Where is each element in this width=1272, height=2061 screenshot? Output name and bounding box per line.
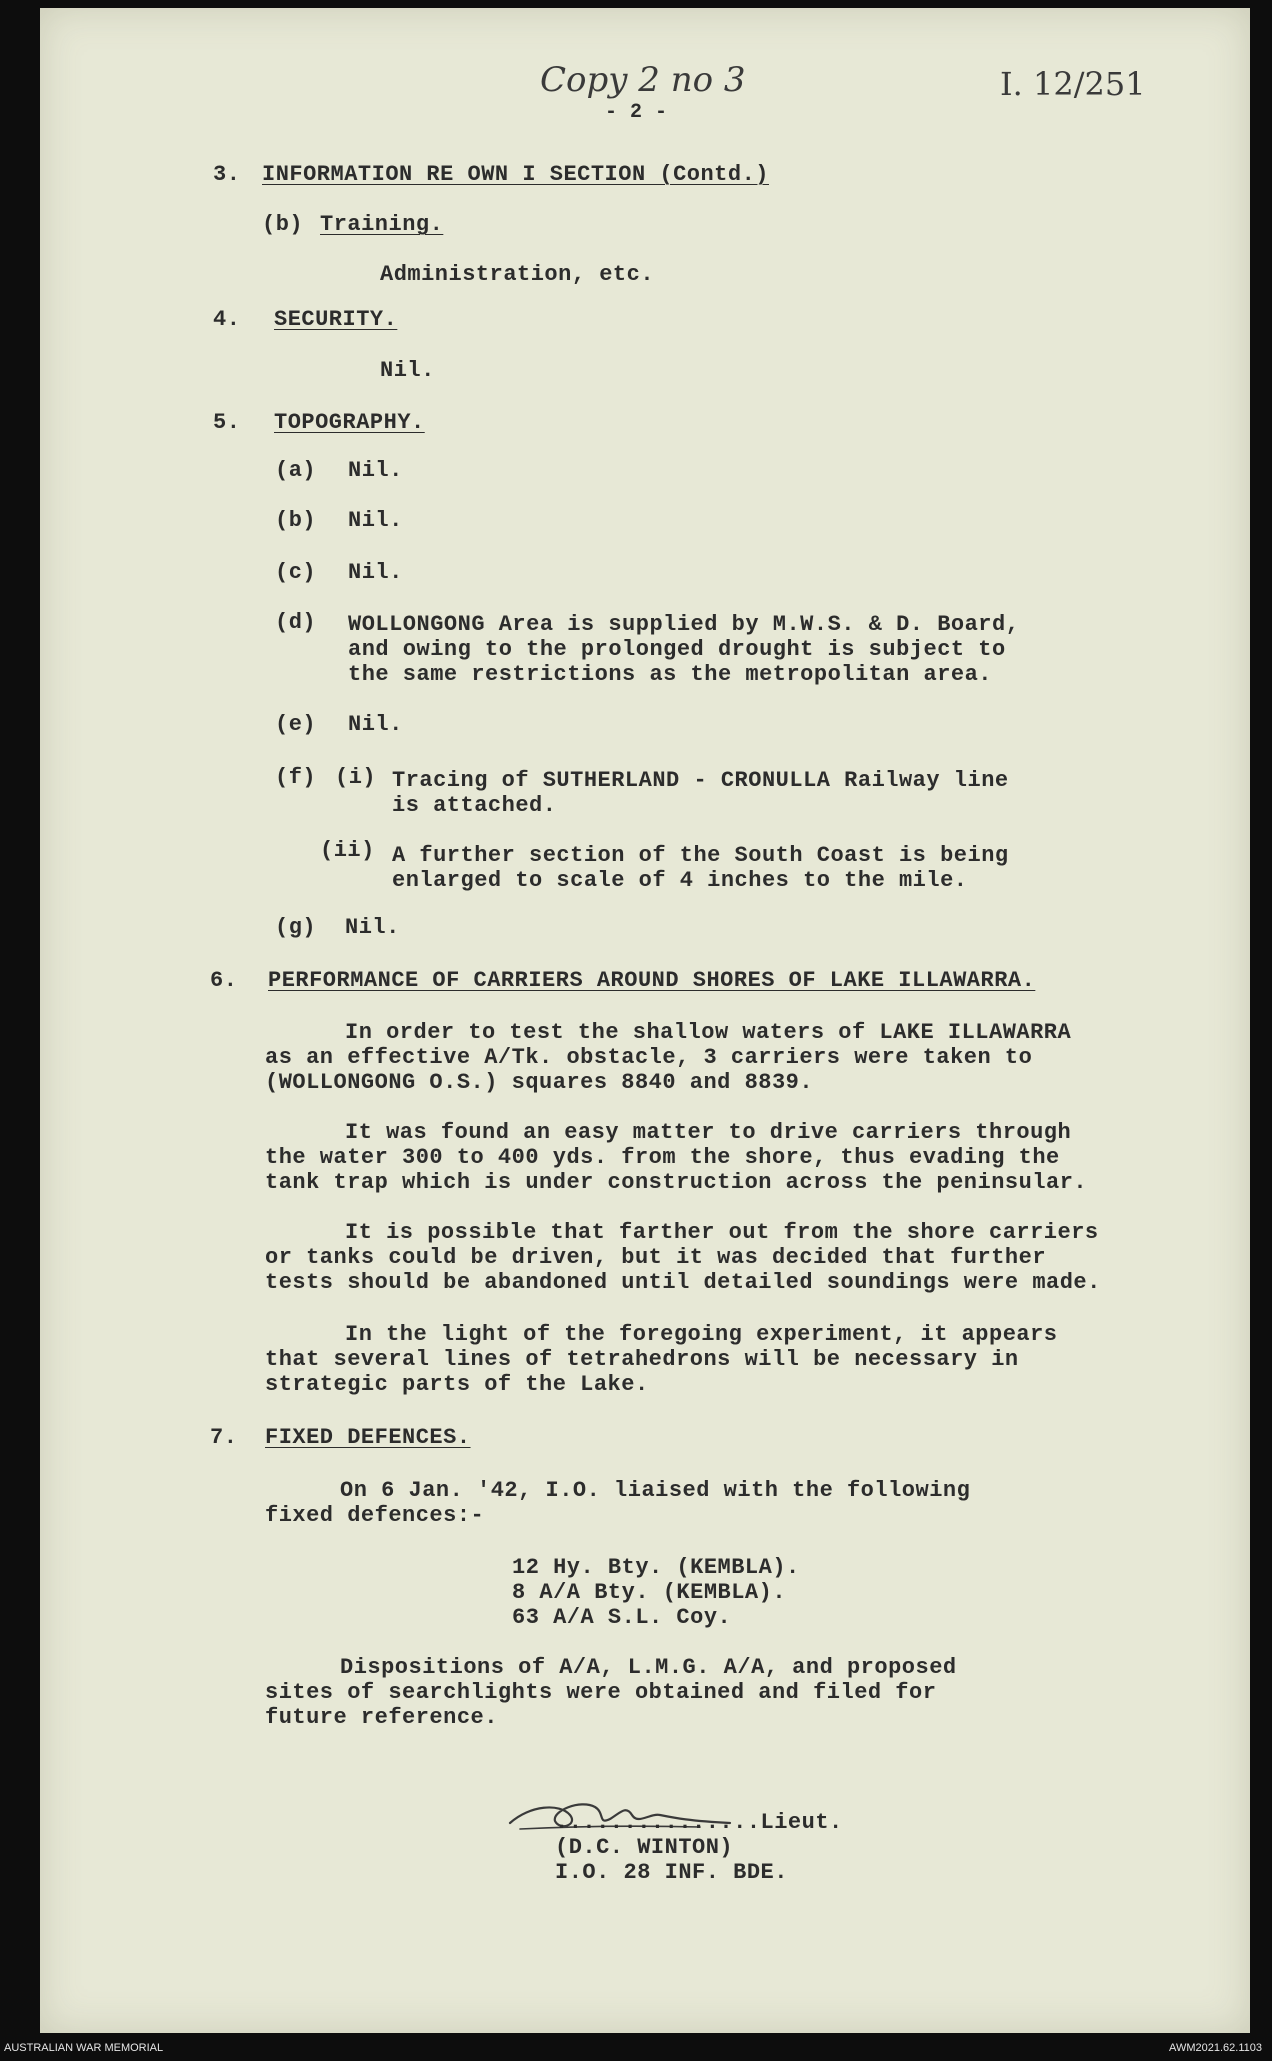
fixed-defence-unit-2: 8 A/A Bty. (KEMBLA). [512, 1580, 787, 1605]
section-3-heading: INFORMATION RE OWN I SECTION (Contd.) [262, 162, 769, 187]
section-3b-heading: Training. [320, 212, 444, 237]
section-5f-marker: (f) [275, 765, 317, 790]
signatory-title: I.O. 28 INF. BDE. [555, 1860, 788, 1885]
section-6-p2-line-1: It was found an easy matter to drive carriers through [345, 1120, 1072, 1145]
section-5f-ii-line-1: A further section of the South Coast is being [392, 843, 1009, 868]
section-7-p2-line-1: Dispositions of A/A, L.M.G. A/A, and proposed [340, 1655, 957, 1680]
handwritten-copy-note: Copy 2 no 3 [540, 60, 746, 100]
section-5f-i-line-2: is attached. [392, 793, 557, 818]
section-3-number: 3. [213, 162, 241, 187]
section-5f-i-marker: (i) [335, 765, 377, 790]
section-5g-marker: (g) [275, 915, 317, 940]
section-6-p4-line-1: In the light of the foregoing experiment, it appears [345, 1322, 1058, 1347]
section-5a-marker: (a) [275, 458, 317, 483]
section-5e-marker: (e) [275, 712, 317, 737]
section-5d-marker: (d) [275, 610, 317, 635]
section-7-p2-line-3: future reference. [265, 1705, 498, 1730]
section-7-heading: FIXED DEFENCES. [265, 1425, 471, 1450]
section-5e-text: Nil. [348, 712, 403, 737]
section-5a-text: Nil. [348, 458, 403, 483]
section-6-number: 6. [210, 968, 238, 993]
section-4-text: Nil. [380, 358, 435, 383]
section-5d-line-3: the same restrictions as the metropolitan area. [348, 662, 993, 687]
section-3b-marker: (b) [262, 212, 304, 237]
section-7-p1-line-2: fixed defences:- [265, 1503, 485, 1528]
fixed-defence-unit-3: 63 A/A S.L. Coy. [512, 1605, 732, 1630]
section-6-p2-line-2: the water 300 to 400 yds. from the shore, thus evading the [265, 1145, 1060, 1170]
section-5b-text: Nil. [348, 508, 403, 533]
section-7-number: 7. [210, 1425, 238, 1450]
section-5f-ii-marker: (ii) [320, 838, 375, 863]
section-5c-marker: (c) [275, 560, 317, 585]
section-4-number: 4. [213, 307, 241, 332]
section-6-p1-line-2: as an effective A/Tk. obstacle, 3 carriers were taken to [265, 1045, 1033, 1070]
section-5d-line-2: and owing to the prolonged drought is subject to [348, 637, 1006, 662]
page-number: - 2 - [605, 101, 668, 124]
section-6-p1-line-3: (WOLLONGONG O.S.) squares 8840 and 8839. [265, 1070, 814, 1095]
section-5-heading: TOPOGRAPHY. [274, 410, 425, 435]
section-6-p1-line-1: In order to test the shallow waters of LAKE ILLAWARRA [345, 1020, 1072, 1045]
signature-line: ...............Lieut. [555, 1810, 843, 1835]
image-footer [0, 2042, 1272, 2058]
section-6-heading: PERFORMANCE OF CARRIERS AROUND SHORES OF LAKE ILLAWARRA. [268, 968, 1036, 993]
section-6-p2-line-3: tank trap which is under construction across the peninsular. [265, 1170, 1088, 1195]
section-7-p1-line-1: On 6 Jan. '42, I.O. liaised with the following [340, 1478, 971, 1503]
section-7-p2-line-2: sites of searchlights were obtained and filed for [265, 1680, 937, 1705]
section-5f-i-line-1: Tracing of SUTHERLAND - CRONULLA Railway line [392, 768, 1009, 793]
handwritten-file-reference: I. 12/251 [1000, 65, 1146, 103]
section-5d-line-1: WOLLONGONG Area is supplied by M.W.S. & D. Board, [348, 612, 1020, 637]
section-5c-text: Nil. [348, 560, 403, 585]
section-6-p4-line-2: that several lines of tetrahedrons will be necessary in [265, 1347, 1019, 1372]
section-6-p3-line-2: or tanks could be driven, but it was decided that further [265, 1245, 1047, 1270]
section-5-number: 5. [213, 410, 241, 435]
footer-accession-number: AWM2021.62.1103 [1169, 2042, 1262, 2054]
footer-institution: AUSTRALIAN WAR MEMORIAL [4, 2042, 164, 2054]
section-5f-ii-line-2: enlarged to scale of 4 inches to the mile. [392, 868, 968, 893]
section-6-p3-line-1: It is possible that farther out from the shore carriers [345, 1220, 1099, 1245]
section-6-p4-line-3: strategic parts of the Lake. [265, 1372, 649, 1397]
section-6-p3-line-3: tests should be abandoned until detailed soundings were made. [265, 1270, 1101, 1295]
fixed-defence-unit-1: 12 Hy. Bty. (KEMBLA). [512, 1555, 800, 1580]
section-3b-text: Administration, etc. [380, 262, 655, 287]
section-4-heading: SECURITY. [274, 307, 398, 332]
section-5b-marker: (b) [275, 508, 317, 533]
section-5g-text: Nil. [345, 915, 400, 940]
signatory-name: (D.C. WINTON) [555, 1835, 734, 1860]
